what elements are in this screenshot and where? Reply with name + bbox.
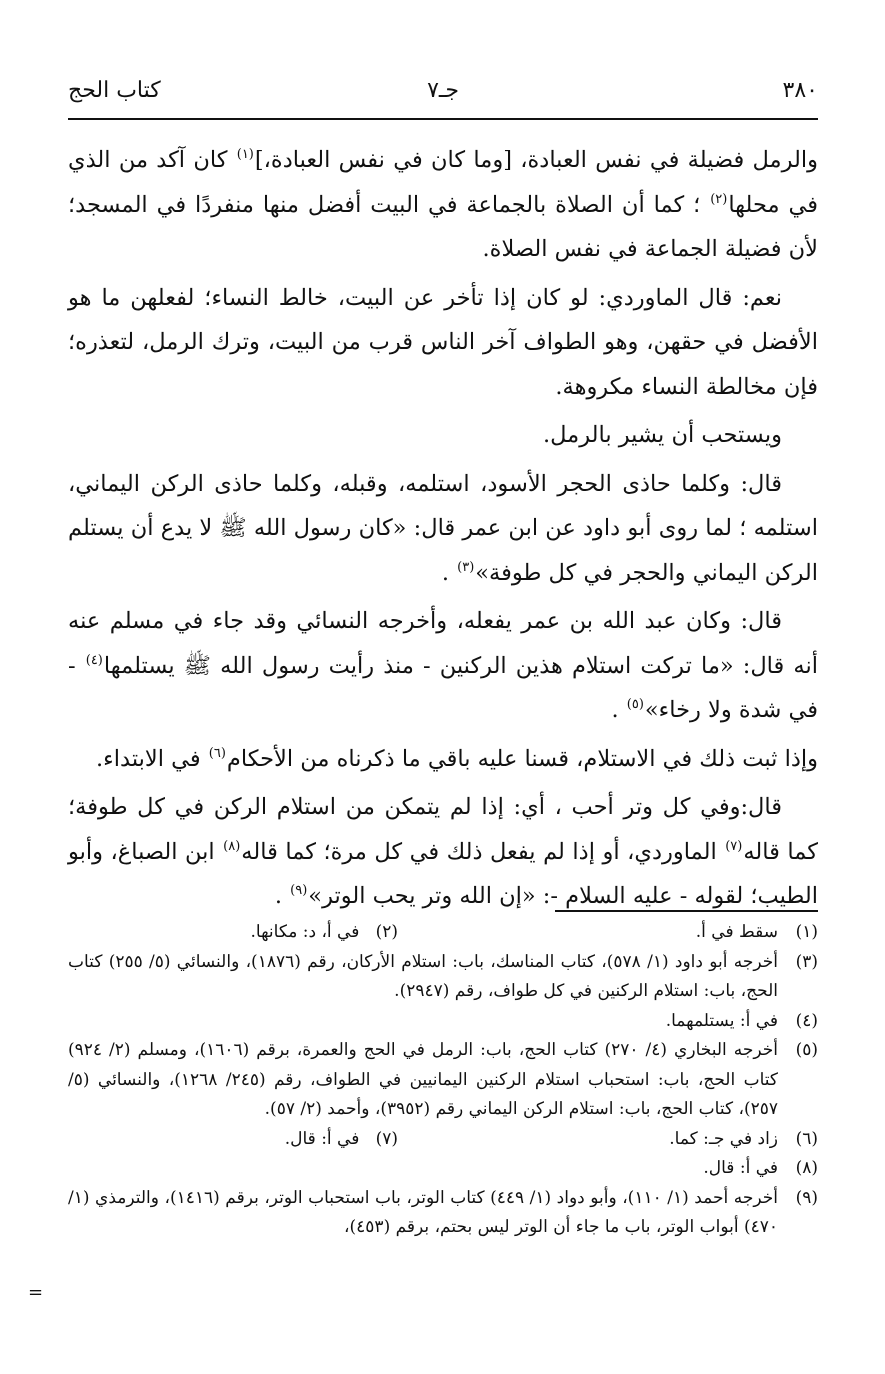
footnote-ref-1: (١) [236, 147, 254, 162]
footnote-separator [555, 910, 818, 912]
text-run: والرمل فضيلة في نفس العبادة، [وما كان في نفس العبادة،] [254, 147, 818, 173]
margin-mark: = [28, 1282, 44, 1303]
footnote-ref-7: (٧) [725, 838, 743, 854]
footnote-number: (٩) [795, 1187, 818, 1208]
text-run: قال:وفي كل وتر أحب ، أي: إذا لم يتمكن من استلام الركن في كل طوفة؛ كما قاله [68, 794, 818, 865]
book-title: كتاب الحج [68, 78, 161, 103]
text-run: - في شدة ولا رخاء» [68, 652, 818, 723]
text-run: . [441, 559, 457, 586]
running-header [68, 72, 818, 112]
text-run: ابن الصباغ، وأبو الطيب؛ لقوله - عليه السلام -: «إن الله وتر يحب الوتر» [68, 838, 818, 909]
footnote-number: (٣) [795, 951, 818, 972]
footnote-9 [68, 1184, 818, 1243]
footnote-ref-2: (٢) [710, 191, 728, 207]
footnote-text: سقط في أ. [695, 922, 778, 942]
text-run: ؛ كما أن الصلاة بالجماعة في البيت أفضل منها منفردًا في المسجد؛ لأن فضيلة الجماعة في نفس الصلاة. [68, 191, 818, 262]
footnote-text: زاد في جـ: كما. [669, 1128, 778, 1149]
volume-label: جـ٧ [427, 78, 459, 103]
footnote-ref-5: (٥) [626, 697, 644, 712]
page-number: ٣٨٠ [782, 78, 818, 103]
footnote-number: (٦) [795, 1128, 818, 1149]
text-run: في الابتداء. [96, 745, 208, 772]
text-run: قال: وكلما حاذى الحجر الأسود، استلمه، وقبله، وكلما حاذى الركن اليماني، استلمه ؛ لما روى أبو داود عن ابن عمر قال: «كان رسول الله ﷺ لا يدع أن يستلم الركن اليماني والحجر في كل طوفة» [68, 470, 818, 586]
paragraph-4 [68, 462, 818, 596]
footnote-3 [68, 948, 818, 1007]
paragraph-1 [68, 138, 818, 272]
text-run: كان آكد من الذي في محلها [68, 147, 819, 218]
paragraph-7 [68, 785, 818, 919]
footnote-1-2 [68, 918, 818, 948]
footnote-4 [68, 1007, 818, 1037]
footnote-text: في أ، د: مكانها. [250, 922, 360, 942]
footnote-text: في أ: يستلمهما. [665, 1010, 778, 1031]
footnote-number: (٨) [795, 1158, 818, 1178]
footnote-text: في أ: قال. [703, 1158, 778, 1178]
footnote-6-7 [68, 1125, 818, 1155]
text-run: الماوردي، أو إذا لم يفعل ذلك في كل مرة؛ كما قاله [241, 838, 725, 865]
footnote-number: (٤) [795, 1010, 818, 1031]
text-run: . [611, 697, 626, 723]
footnote-5 [68, 1036, 818, 1125]
footnote-text: أخرجه أبو داود (١/ ٥٧٨)، كتاب المناسك، باب: استلام الأركان، رقم (١٨٧٦)، والنسائي (٥/ ٢٥٥) كتاب الحج، باب: استلام الركنين في كل طواف، رقم (٢٩٤٧). [68, 951, 778, 1001]
text-run: . [274, 883, 290, 909]
footnote-text: أخرجه البخاري (٤/ ٢٧٠) كتاب الحج، باب: الرمل في الحج والعمرة، برقم (١٦٠٦)، ومسلم (٢/ ٩٢٤) كتاب الحج، باب: استحباب استلام الركنين اليمانيين في الطواف، رقم (٢٤٥/ ١٢٦٨)، والنسائي (٥/ ٢٥٧)، كتاب الحج، باب: استلام الركن اليماني رقم (٣٩٥٢)، وأحمد (٢/ ٥٧). [68, 1040, 778, 1119]
paragraph-2: نعم: قال الماوردي: لو كان إذا تأخر عن البيت، خالط النساء؛ لفعلهن ما هو الأفضل في حقهن، وهو الطواف آخر الناس قرب من البيت، وترك الرمل، لتعذره؛ فإن مخالطة النساء مكروهة. [68, 284, 818, 400]
text-run: وإذا ثبت ذلك في الاستلام، قسنا عليه باقي ما ذكرناه من الأحكام [226, 745, 818, 772]
footnote-number: (٧) [375, 1128, 398, 1149]
footnote-8 [68, 1154, 818, 1184]
header-rule [68, 118, 818, 120]
footnote-ref-9: (٩) [290, 883, 308, 898]
paragraph-6 [68, 737, 818, 782]
footnote-pair [68, 918, 778, 948]
paragraph-3: ويستحب أن يشير بالرمل. [542, 422, 782, 448]
footnote-ref-3: (٣) [457, 559, 475, 575]
paragraph-5 [68, 599, 818, 733]
text-run: قال: وكان عبد الله بن عمر يفعله، وأخرجه النسائي وقد جاء في مسلم عنه أنه قال: «ما تركت استلام هذين الركنين - منذ رأيت رسول الله ﷺ يستلمها [68, 608, 818, 679]
footnote-ref-8: (٨) [223, 838, 241, 854]
footnote-number: (٥) [795, 1040, 818, 1060]
footnote-text: في أ: قال. [284, 1128, 360, 1149]
footnote-pair [68, 1125, 778, 1155]
footnote-ref-6: (٦) [208, 745, 226, 761]
footnote-text: أخرجه أحمد (١/ ١١٠)، وأبو دواد (١/ ٤٤٩) كتاب الوتر، باب استحباب الوتر، برقم (١٤١٦)، والترمذي (١/ ٤٧٠) أبواب الوتر، باب ما جاء أن الوتر ليس بحتم، برقم (٤٥٣)، [68, 1187, 778, 1237]
footnote-number: (١) [795, 922, 818, 942]
footnote-number: (٢) [375, 922, 398, 942]
footnote-ref-4: (٤) [85, 652, 103, 668]
footnotes [68, 918, 818, 1243]
main-text [68, 138, 818, 923]
